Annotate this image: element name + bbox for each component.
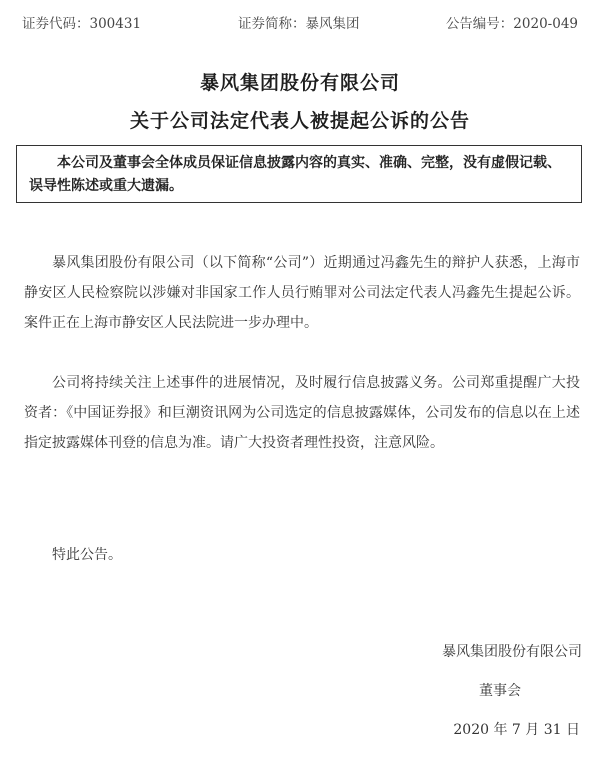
- document-header: [0, 12, 600, 32]
- closing-statement: 特此公告。: [52, 547, 122, 563]
- body-paragraph-2: 公司将持续关注上述事件的进展情况，及时履行信息披露义务。公司郑重提醒广大投资者：《中国证券报》和巨潮资讯网为公司选定的信息披露媒体，公司发布的信息以在上述指定披露媒体刊登的信息为准。请广大投资者理性投资，注意风险。: [24, 375, 580, 451]
- stock-abbreviation: 证券简称：暴风集团: [238, 16, 360, 32]
- company-title: 暴风集团股份有限公司: [199, 72, 400, 94]
- signature-date: 2020 年 7 月 31 日: [453, 722, 580, 738]
- signature-board: 董事会: [479, 683, 521, 699]
- announcement-title: 关于公司法定代表人被提起公诉的公告: [129, 110, 470, 132]
- announcement-number: 公告编号：2020-049: [445, 16, 578, 32]
- stock-code: 证券代码：300431: [22, 16, 142, 32]
- signature-company: 暴风集团股份有限公司: [442, 644, 582, 660]
- disclosure-notice-box: 本公司及董事会全体成员保证信息披露内容的真实、准确、完整，没有虚假记载、误导性陈述或重大遗漏。: [16, 145, 582, 203]
- body-paragraph-1: 暴风集团股份有限公司（以下简称“公司”）近期通过冯鑫先生的辩护人获悉，上海市静安区人民检察院以涉嫌对非国家工作人员行贿罪对公司法定代表人冯鑫先生提起公诉。案件正在上海市静安区人民法院进一步办理中。: [24, 255, 580, 331]
